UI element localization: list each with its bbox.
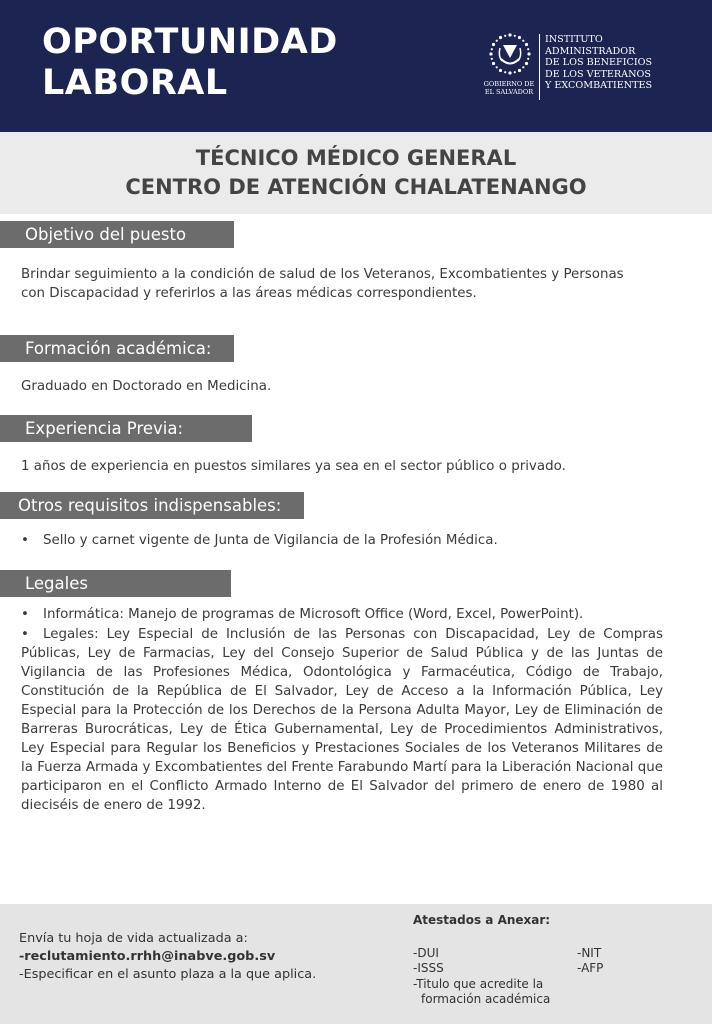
title-line-2: LABORAL [42, 63, 228, 103]
logo-divider [539, 34, 540, 100]
job-title: TÉCNICO MÉDICO GENERAL [195, 146, 517, 170]
subject-note: -Especificar en el asunto plaza a la que aplica. [19, 967, 317, 982]
otros-list-item: • Sello y carnet vigente de Junta de Vigilancia de la Profesión Médica. [21, 533, 498, 548]
job-location: CENTRO DE ATENCIÓN CHALATENANGO [125, 175, 587, 199]
attachment-dui: -DUI [413, 946, 439, 960]
bullet: • [21, 607, 29, 622]
section-heading-otros: Otros requisitos indispensables: [0, 492, 304, 519]
page-title [42, 22, 338, 104]
institution-logo [480, 30, 660, 110]
recruitment-email-link[interactable]: -reclutamiento.rrhh@inabve.gob.sv [19, 949, 276, 964]
attachment-nit: -NIT [577, 946, 602, 960]
header-banner [0, 0, 712, 132]
government-label: GOBIERNO DE EL SALVADOR [483, 80, 535, 96]
legales-item-informatica: • Informática: Manejo de programas de Microsoft Office (Word, Excel, PowerPoint). [21, 607, 584, 622]
legales-item-leyes: • Legales: Ley Especial de Inclusión de las Personas con Discapacidad, Ley de Compras Públicas, Ley de Farmacias, Ley del Consejo Superior de Salud Pública y de las Juntas de Vigilancia de las Profesiones Médica, Odontológica y Farmacéutica, Código de Trabajo, Constitución de la República de El Salvador, Ley de Acceso a la Información Pública, Ley Especial para la Protección de los Derechos de la Persona Adulta Mayor, Ley de Eliminación de Barreras Burocráticas, Ley de Ética Gubernamental, Ley de Procedimientos Administrativos, Ley Especial para Regular los Beneficios y Prestaciones Sociales de los Veteranos Militares de la Fuerza Armada y Excombatientes del Frente Farabundo Martí para la Liberación Nacional que participaron en el Conflicto Armado Interno de El Salvador del primero de enero de 1980 al dieciséis de enero de 1992. [21, 627, 663, 813]
el-salvador-coat-of-arms-icon [488, 32, 532, 76]
attachment-afp: -AFP [577, 961, 604, 975]
bullet: • [21, 533, 29, 548]
bullet: • [21, 627, 29, 642]
experiencia-text: 1 años de experiencia en puestos similares ya sea en el sector público o privado. [21, 459, 566, 474]
attachment-isss: -ISSS [413, 961, 444, 975]
section-heading-legales: Legales [0, 570, 231, 597]
footer-application-info [0, 904, 712, 1024]
section-heading-formacion: Formación académica: [0, 335, 234, 362]
send-cv-label: Envía tu hoja de vida actualizada a: [19, 931, 248, 946]
attachment-titulo: -Titulo que acredite la formación académica [413, 977, 551, 1006]
application-instructions [19, 930, 316, 984]
section-heading-experiencia: Experiencia Previa: [0, 415, 252, 442]
attachments-title: Atestados a Anexar: [413, 913, 551, 927]
objetivo-text: Brindar seguimiento a la condición de salud de los Veteranos, Excombatientes y Personas con Discapacidad y referirlos a las áreas médicas correspondientes. [21, 267, 624, 301]
section-heading-objetivo: Objetivo del puesto [0, 221, 234, 248]
formacion-text: Graduado en Doctorado en Medicina. [21, 379, 272, 394]
job-title-band [0, 132, 712, 214]
institute-name: INSTITUTO ADMINISTRADOR DE LOS BENEFICIOS DE LOS VETERANOS Y EXCOMBATIENTES [545, 34, 653, 91]
title-line-1: OPORTUNIDAD [42, 22, 338, 62]
